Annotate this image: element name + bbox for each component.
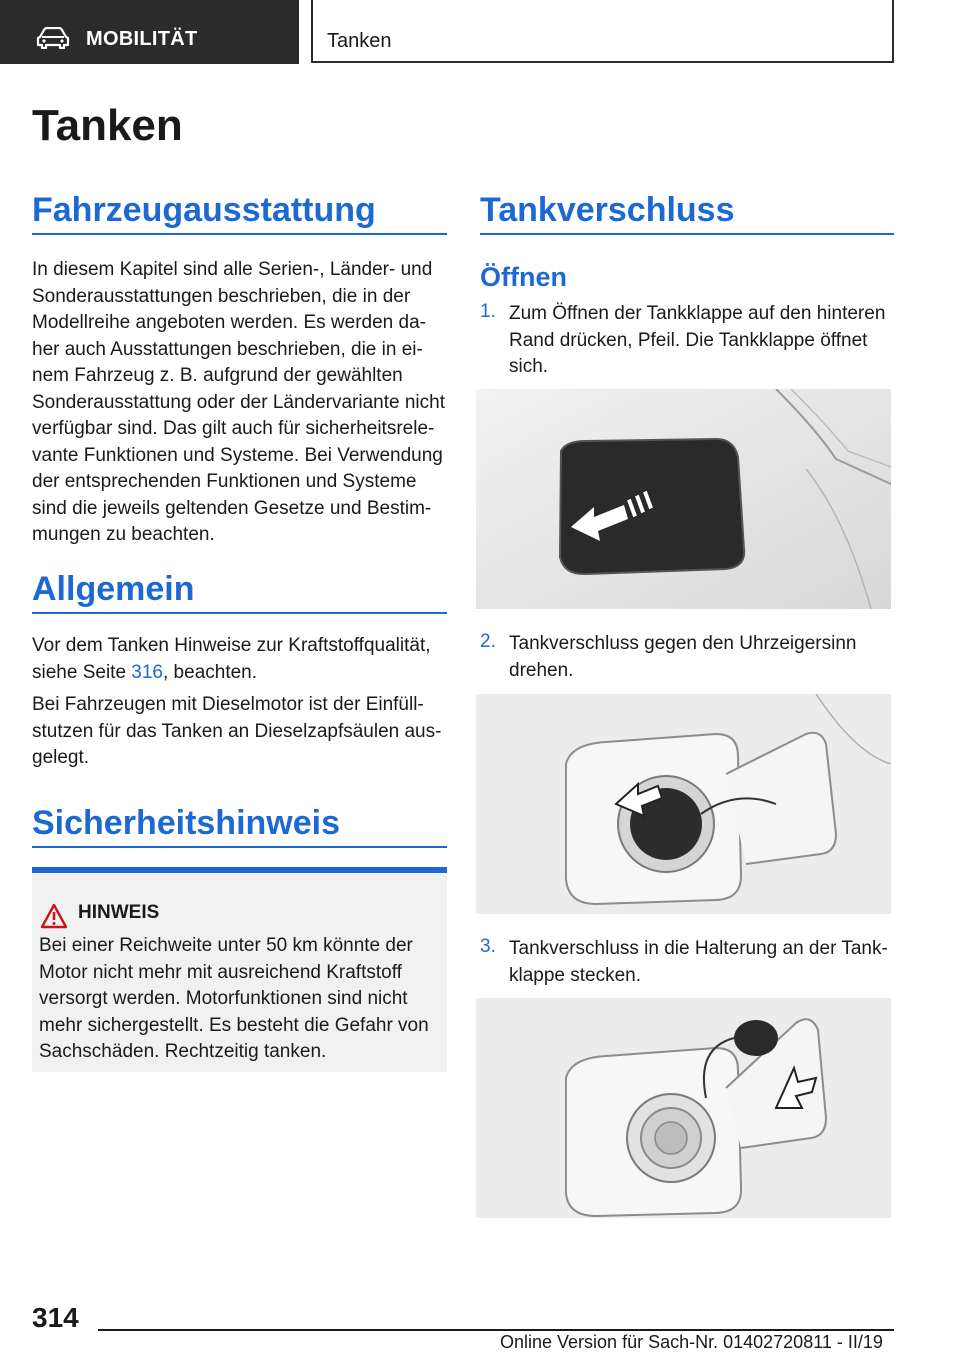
text-line: Rand drücken, Pfeil. Die Tankklappe öffnet: [509, 329, 868, 351]
text-line: Vor dem Tanken Hinweise zur Kraftstoffqualität,: [32, 635, 431, 656]
text-line: Modellreihe angeboten werden. Es werden da-: [32, 312, 426, 333]
text-line: Tankverschluss gegen den Uhrzeigersinn: [509, 633, 857, 654]
heading-tankverschluss: Tankverschluss: [480, 191, 735, 229]
text-line: sind die jeweils geltenden Gesetze und Bestim-: [32, 497, 432, 519]
paragraph-fahrzeugausstattung: [32, 257, 452, 549]
text-line: [32, 660, 452, 687]
text-fragment: , beachten.: [163, 661, 258, 683]
cap-turn-figure: [476, 694, 891, 914]
text-line: Sonderausstattung oder der Ländervariante nicht: [32, 391, 445, 413]
warning-icon: [40, 903, 68, 929]
page-link[interactable]: 316: [131, 661, 163, 683]
text-line: Sachschäden. Rechtzeitig tanken.: [39, 1041, 327, 1062]
text-line: gelegt.: [32, 747, 90, 768]
step-text: [509, 301, 909, 381]
footer-text: Online Version für Sach-Nr. 01402720811 - II/19: [500, 1332, 883, 1352]
page-number: 314: [32, 1302, 79, 1333]
heading-allgemein: Allgemein: [32, 570, 195, 608]
text-line: klappe stecken.: [509, 964, 642, 986]
step-text: [509, 631, 909, 684]
car-icon: [36, 27, 70, 49]
chapter-title: Tanken: [327, 30, 392, 52]
cap-holder-figure: [476, 998, 891, 1218]
section-tab[interactable]: [0, 0, 299, 64]
text-line: stutzen für das Tanken an Dieselzapfsäulen aus-: [32, 720, 442, 742]
text-line: Bei einer Reichweite unter 50 km könnte der: [39, 935, 413, 956]
step-number: 2.: [480, 631, 496, 652]
section-label: MOBILITÄT: [86, 28, 198, 50]
page-title: Tanken: [32, 101, 183, 150]
text-line: sich.: [509, 356, 549, 377]
step-number: 3.: [480, 936, 496, 957]
chapter-header: [311, 0, 894, 63]
text-line: her auch Ausstattungen beschrieben, die in ei-: [32, 338, 423, 360]
notice-box: [32, 867, 447, 1072]
text-line: Tankverschluss in die Halterung an der Tank-: [509, 938, 888, 959]
text-line: vante Funktionen und Systeme. Bei Verwendung: [32, 444, 443, 466]
text-fragment: siehe Seite: [32, 661, 132, 683]
text-line: versorgt werden. Motorfunktionen sind nicht: [39, 988, 408, 1009]
heading-fahrzeugausstattung: Fahrzeugausstattung: [32, 191, 376, 229]
paragraph-allgemein-2: [32, 692, 452, 772]
fuel-flap-figure: [476, 389, 891, 609]
text-line: mehr sichergestellt. Es besteht die Gefahr von: [39, 1014, 429, 1036]
text-line: verfügbar sind. Das gilt auch für sicherheitsrele-: [32, 418, 435, 439]
footer-rule: [98, 1329, 894, 1331]
text-line: Motor nicht mehr mit ausreichend Kraftstoff: [39, 961, 402, 983]
text-line: Sonderausstattungen beschrieben, die in der: [32, 285, 411, 307]
text-line: drehen.: [509, 659, 574, 681]
heading-sicherheitshinweis: Sicherheitshinweis: [32, 804, 340, 842]
heading-rule: [32, 846, 447, 848]
heading-rule: [32, 612, 447, 614]
text-line: mungen zu beachten.: [32, 524, 215, 545]
step-number: 1.: [480, 301, 496, 322]
text-line: In diesem Kapitel sind alle Serien-, Länder- und: [32, 259, 433, 280]
heading-oeffnen: Öffnen: [480, 262, 567, 292]
text-line: Zum Öffnen der Tankklappe auf den hinteren: [509, 303, 886, 324]
text-line: der entsprechenden Funktionen und Systeme: [32, 471, 417, 492]
paragraph-allgemein-1: [32, 633, 452, 686]
notice-body: [39, 933, 439, 1066]
text-line: Bei Fahrzeugen mit Dieselmotor ist der Einfüll-: [32, 694, 424, 715]
text-line: nem Fahrzeug z. B. aufgrund der gewählten: [32, 365, 403, 386]
notice-title: HINWEIS: [78, 902, 160, 923]
step-text: [509, 936, 909, 989]
heading-rule: [480, 233, 894, 235]
heading-rule: [32, 233, 447, 235]
